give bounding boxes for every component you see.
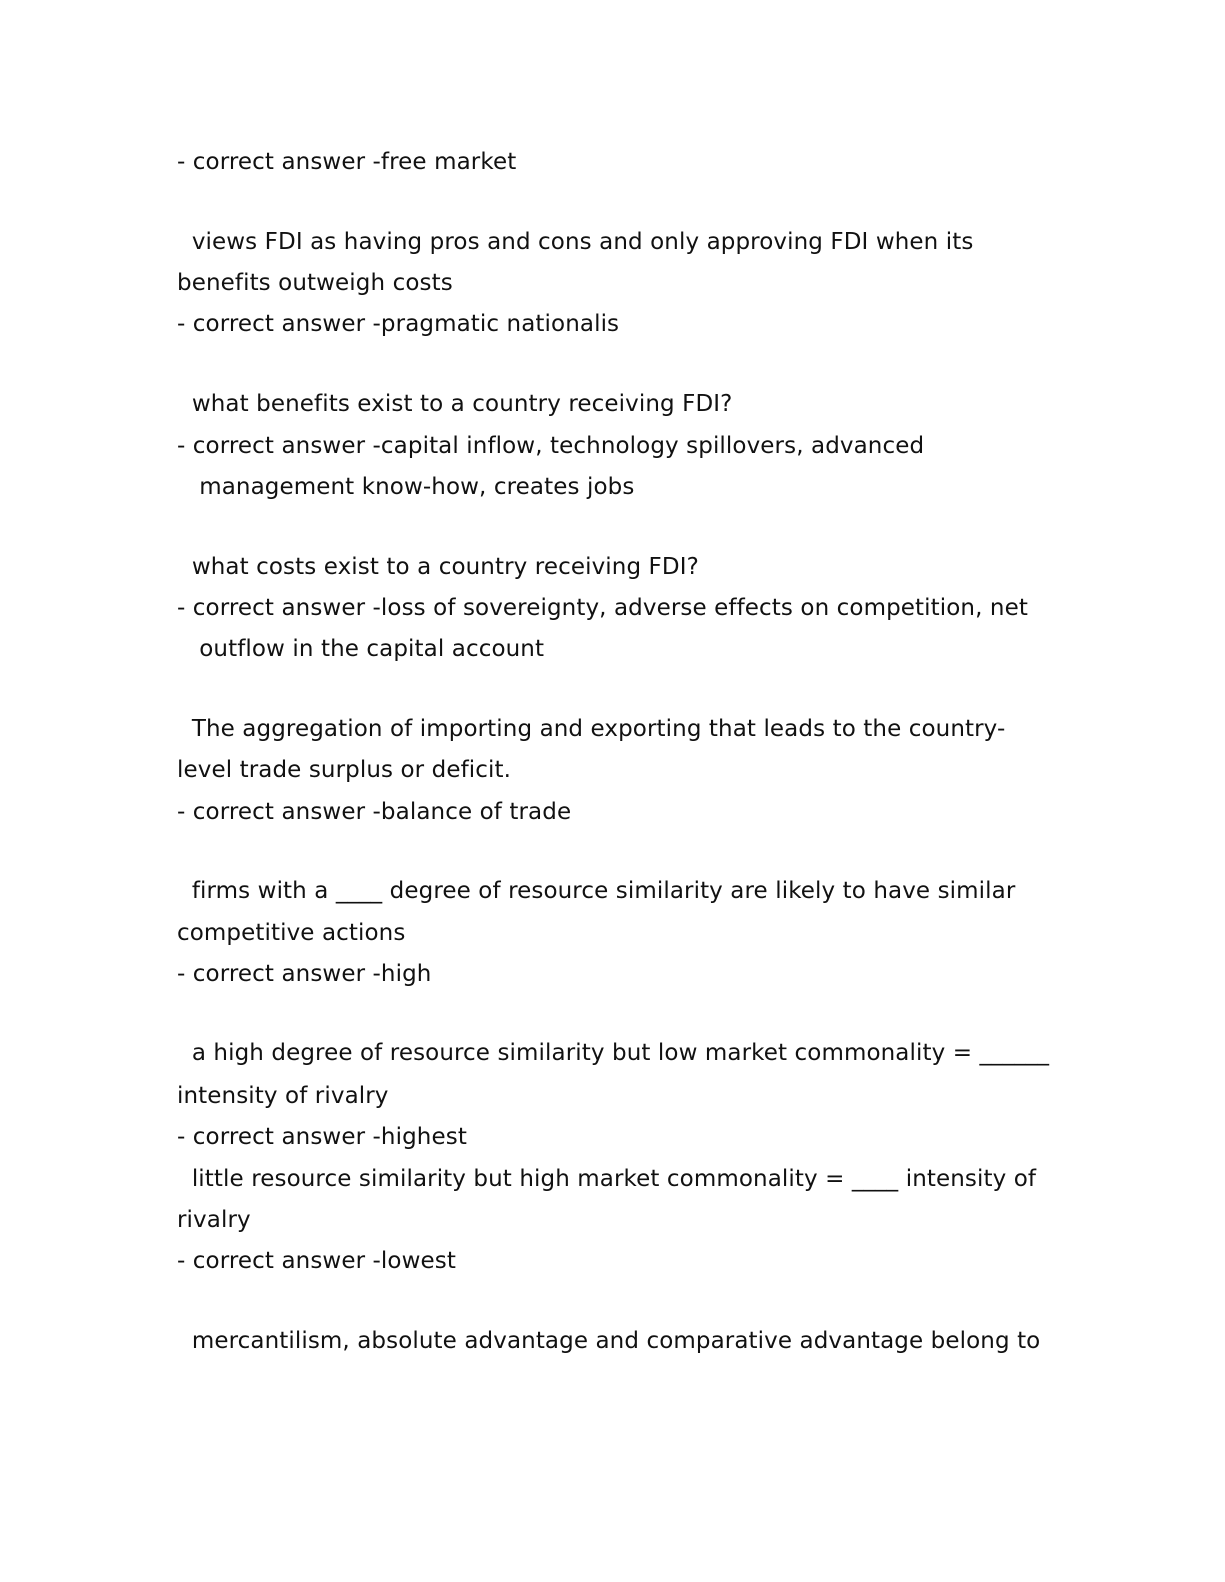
question-line: competitive actions bbox=[177, 920, 406, 946]
answer-line: - correct answer -balance of trade bbox=[177, 799, 572, 825]
question-line: firms with a ____ degree of resource similarity are likely to have similar bbox=[177, 878, 1016, 904]
answer-line: outflow in the capital account bbox=[177, 636, 545, 662]
question-line: intensity of rivalry bbox=[177, 1083, 389, 1109]
answer-line: - correct answer -loss of sovereignty, adverse effects on competition, net bbox=[177, 595, 1028, 621]
question-line: what benefits exist to a country receiving FDI? bbox=[177, 391, 733, 417]
answer-line: - correct answer -capital inflow, technology spillovers, advanced bbox=[177, 433, 925, 459]
answer-line: - correct answer -high bbox=[177, 961, 432, 987]
question-line: a high degree of resource similarity but low market commonality = ______ bbox=[177, 1040, 1050, 1066]
question-line: benefits outweigh costs bbox=[177, 270, 453, 296]
question-line: what costs exist to a country receiving FDI? bbox=[177, 554, 699, 580]
answer-line: - correct answer -free market bbox=[177, 149, 517, 175]
question-line: level trade surplus or deficit. bbox=[177, 757, 512, 783]
question-line: little resource similarity but high market commonality = ____ intensity of bbox=[177, 1166, 1037, 1192]
answer-line: - correct answer -pragmatic nationalis bbox=[177, 311, 620, 337]
answer-line: - correct answer -highest bbox=[177, 1124, 467, 1150]
answer-line: - correct answer -lowest bbox=[177, 1248, 456, 1274]
question-line: rivalry bbox=[177, 1207, 251, 1233]
question-line: The aggregation of importing and exporting that leads to the country- bbox=[177, 716, 1006, 742]
question-line: views FDI as having pros and cons and only approving FDI when its bbox=[177, 229, 974, 255]
question-line: mercantilism, absolute advantage and comparative advantage belong to bbox=[177, 1328, 1041, 1354]
answer-line: management know-how, creates jobs bbox=[177, 474, 635, 500]
